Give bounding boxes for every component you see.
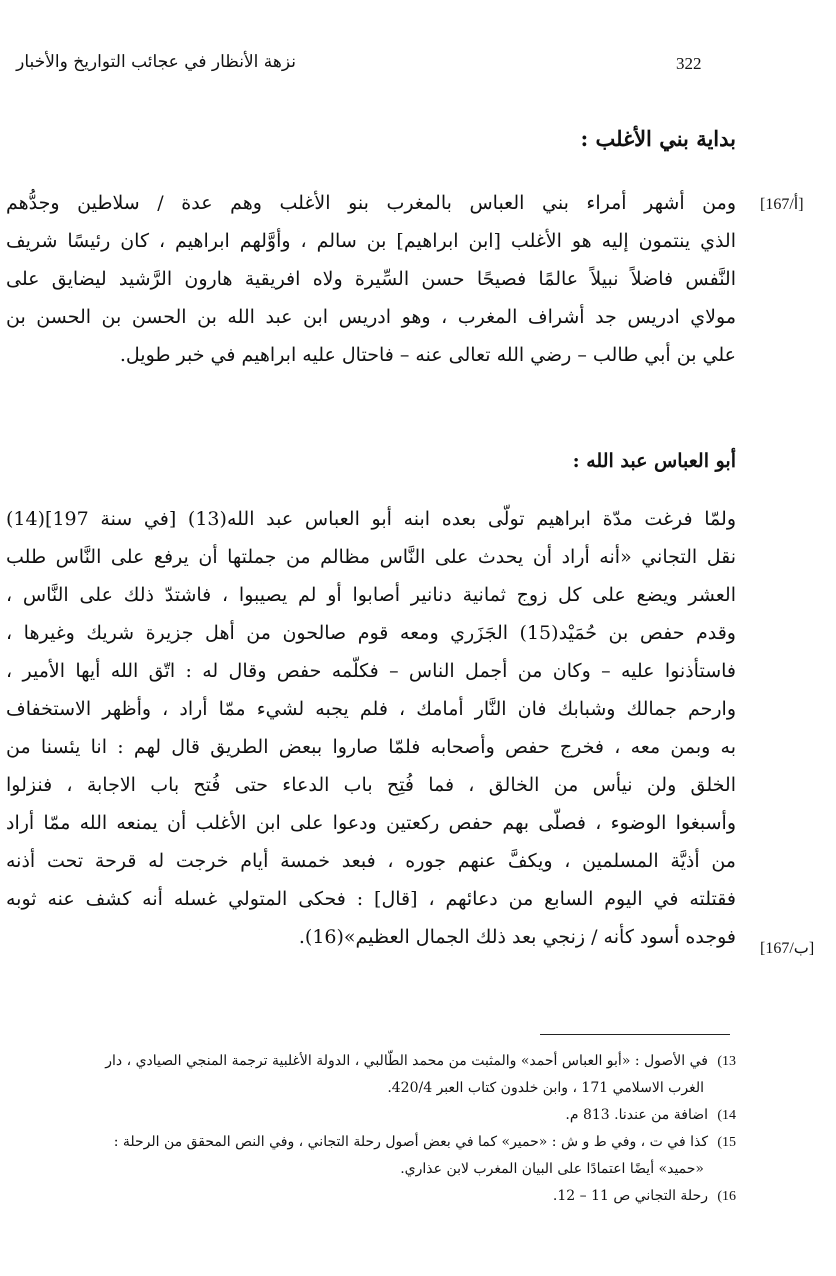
text-line: الذي ينتمون إليه هو الأغلب [ابن ابراهيم] بن سالم ، وأوَّلهم ابراهيم ، كان رئيسًا شريف (6, 230, 736, 252)
footnote-text: «حميد» أيضًا اعتمادًا على البيان المغرب لابن عذاري. (400, 1161, 704, 1177)
paragraph-aghlabids (6, 184, 736, 374)
folio-marker-167a: [167/أ] (760, 196, 804, 213)
page-number: 322 (676, 54, 702, 73)
folio-marker-167b: [167/ب] (760, 940, 815, 957)
footnote-text: الغرب الاسلامي 171 ، وابن خلدون كتاب العبر 420/4. (387, 1080, 704, 1096)
text-line: العشر ويضع على كل زوج ثمانية دنانير أصابوا أو لم يصيبوا ، فاشتدّ ذلك على النَّاس ، (6, 584, 736, 606)
footnote-13 (6, 1048, 736, 1102)
footnote-text: اضافة من عندنا. 813 م. (565, 1107, 708, 1123)
text-line: فقتلته في اليوم السابع من دعائهم ، [قال] : فحكى المتولي غسله أنه كشف عنه ثوبه (6, 888, 736, 910)
footnote-text: في الأصول : «أبو العباس أحمد» والمثبت من محمد الطّالبي ، الدولة الأغلبية ترجمة المنجي الصيادي ، دار (105, 1053, 708, 1069)
footnote-text: رحلة التجاني ص 11 – 12. (552, 1188, 708, 1204)
text-line: وقدم حفص بن حُمَيْد(15) الجَزَري ومعه قوم صالحون من أهل جزيرة شريك وغيرها ، (6, 622, 736, 644)
text-line: وأسبغوا الوضوء ، فصلّى بهم حفص ركعتين ودعوا على ابن الأغلب أن يمنعه الله ممّا أراد (6, 812, 736, 834)
text-line: النَّفس فاضلاً نبيلاً عالمًا فصيحًا حسن السِّيرة ولاه افريقية هارون الرَّشيد ليضايق على (6, 268, 736, 290)
text-line: من أذيَّة المسلمين ، ويكفَّ عنهم جوره ، فبعد خمسة أيام خرجت له قرحة تحت أذنه (6, 850, 736, 872)
footnote-15 (6, 1129, 736, 1183)
text-line: ومن أشهر أمراء بني العباس بالمغرب بنو الأغلب وهم عدة / سلاطين وجدُّهم (6, 192, 736, 214)
paragraph-abu-al-abbas (6, 500, 736, 956)
text-line: ولمّا فرغت مدّة ابراهيم تولّى بعده ابنه أبو العباس عبد الله(13) [في سنة 197](14) (6, 508, 737, 530)
text-line: مولاي ادريس جد أشراف المغرب ، وهو ادريس ابن عبد الله بن الحسن بن الحسن بن (6, 306, 736, 328)
text-line: الخلق ولن نيأس من الخالق ، فما فُتِح باب الدعاء حتى فُتح باب الاجابة ، فنزلوا (6, 774, 736, 796)
footnote-14 (6, 1102, 736, 1129)
text-line: فاستأذنوا عليه – وكان من أجمل الناس – فكلّمه حفص وقال له : اتّق الله أيها الأمير ، (6, 660, 736, 682)
footnote-text: كذا في ت ، وفي ط و ش : «حمير» كما في بعض أصول رحلة التجاني ، وفي النص المحقق من الرحلة : (113, 1134, 708, 1150)
footnote-number: 13) (717, 1054, 736, 1069)
text-line: علي بن أبي طالب – رضي الله تعالى عنه – فاحتال عليه ابراهيم في خبر طويل. (119, 344, 736, 366)
footnote-16 (6, 1183, 736, 1210)
section-heading-aghlabids: بداية بني الأغلب : (580, 126, 736, 151)
text-line: به وبمن معه ، فخرج حفص وأصحابه فلمّا صاروا ببعض الطريق قال لهم : انا يئسنا من (6, 736, 736, 758)
footnote-number: 15) (717, 1135, 736, 1150)
section-heading-abu-al-abbas: أبو العباس عبد الله : (572, 450, 736, 472)
text-line: وارحم جمالك وشبابك فان النَّار أمامك ، فلم يجبه لشيء ممّا أراد ، وأظهر الاستخفاف (6, 698, 736, 720)
text-line: نقل التجاني «أنه أراد أن يحدث على النَّاس مظالم من جملتها أن يرفع على النَّاس طلب (6, 546, 737, 568)
footnote-number: 16) (717, 1189, 736, 1204)
running-header (0, 52, 836, 82)
footnote-number: 14) (717, 1108, 736, 1123)
footnote-rule (540, 1034, 730, 1035)
book-title: نزهة الأنظار في عجائب التواريخ والأخبار (16, 52, 296, 72)
footnotes (6, 1048, 736, 1210)
text-line: فوجده أسود كأنه / زنجي بعد ذلك الجمال العظيم»(16). (298, 926, 736, 948)
